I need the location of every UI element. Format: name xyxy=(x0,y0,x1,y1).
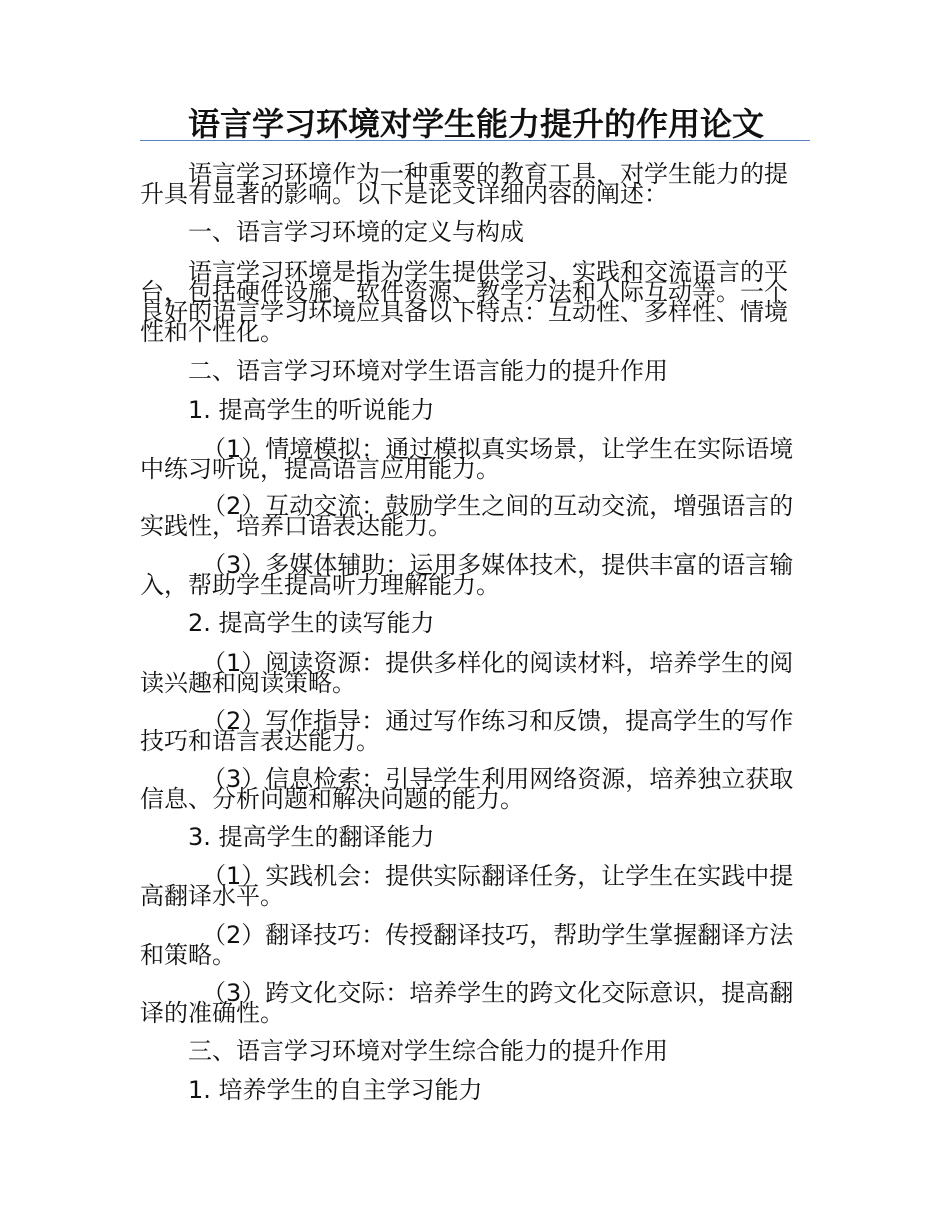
item-line: 中练习听说，提高语言应用能力。 xyxy=(140,455,500,483)
subsection-heading: 1. 培养学生的自主学习能力 xyxy=(188,1076,483,1104)
list-item xyxy=(140,649,812,697)
title-underline xyxy=(140,140,810,141)
list-item xyxy=(140,492,812,540)
item-line: （1）阅读资源：提供多样化的阅读材料，培养学生的阅 xyxy=(202,649,794,677)
list-item xyxy=(140,551,812,599)
item-line: （1）情境模拟：通过模拟真实场景，让学生在实际语境 xyxy=(202,435,794,463)
item-line: 译的准确性。 xyxy=(140,999,284,1027)
item-line: 实践性，培养口语表达能力。 xyxy=(140,512,452,540)
list-item xyxy=(140,979,812,1027)
paragraph-line: 台，包括硬件设施、软件资源、教学方法和人际互动等。一个 xyxy=(140,278,788,306)
item-line: （3）跨文化交际：培养学生的跨文化交际意识，提高翻 xyxy=(202,979,794,1007)
list-item xyxy=(140,765,812,813)
item-line: 和策略。 xyxy=(140,941,236,969)
item-line: 读兴趣和阅读策略。 xyxy=(140,669,356,697)
paragraph-line: 良好的语言学习环境应具备以下特点：互动性、多样性、情境 xyxy=(140,298,788,326)
subsection-heading: 1. 提高学生的听说能力 xyxy=(188,396,435,424)
section-heading: 一、语言学习环境的定义与构成 xyxy=(188,218,524,246)
subsection-heading: 2. 提高学生的读写能力 xyxy=(188,609,435,637)
item-line: （1）实践机会：提供实际翻译任务，让学生在实践中提 xyxy=(202,862,794,890)
list-item xyxy=(140,435,812,483)
list-item xyxy=(140,707,812,755)
item-line: （2）写作指导：通过写作练习和反馈，提高学生的写作 xyxy=(202,707,794,735)
intro-paragraph xyxy=(140,160,812,208)
list-item xyxy=(140,921,812,969)
item-line: 技巧和语言表达能力。 xyxy=(140,727,380,755)
section1-paragraph xyxy=(140,258,812,346)
section-heading: 二、语言学习环境对学生语言能力的提升作用 xyxy=(188,357,668,385)
item-line: 入，帮助学生提高听力理解能力。 xyxy=(140,571,500,599)
item-line: 信息、分析问题和解决问题的能力。 xyxy=(140,785,524,813)
list-item xyxy=(140,862,812,910)
section-heading: 三、语言学习环境对学生综合能力的提升作用 xyxy=(188,1037,668,1065)
item-line: （2）互动交流：鼓励学生之间的互动交流，增强语言的 xyxy=(202,492,794,520)
document-title: 语言学习环境对学生能力提升的作用论文 xyxy=(188,105,765,143)
subsection-heading: 3. 提高学生的翻译能力 xyxy=(188,823,435,851)
item-line: （2）翻译技巧：传授翻译技巧，帮助学生掌握翻译方法 xyxy=(202,921,794,949)
paragraph-line: 语言学习环境作为一种重要的教育工具，对学生能力的提 xyxy=(188,160,788,188)
paragraph-line: 升具有显著的影响。以下是论文详细内容的阐述： xyxy=(140,180,668,208)
paragraph-line: 性和个性化。 xyxy=(140,318,284,346)
item-line: 高翻译水平。 xyxy=(140,882,284,910)
paragraph-line: 语言学习环境是指为学生提供学习、实践和交流语言的平 xyxy=(188,258,788,286)
item-line: （3）多媒体辅助：运用多媒体技术，提供丰富的语言输 xyxy=(202,551,794,579)
item-line: （3）信息检索：引导学生利用网络资源，培养独立获取 xyxy=(202,765,794,793)
